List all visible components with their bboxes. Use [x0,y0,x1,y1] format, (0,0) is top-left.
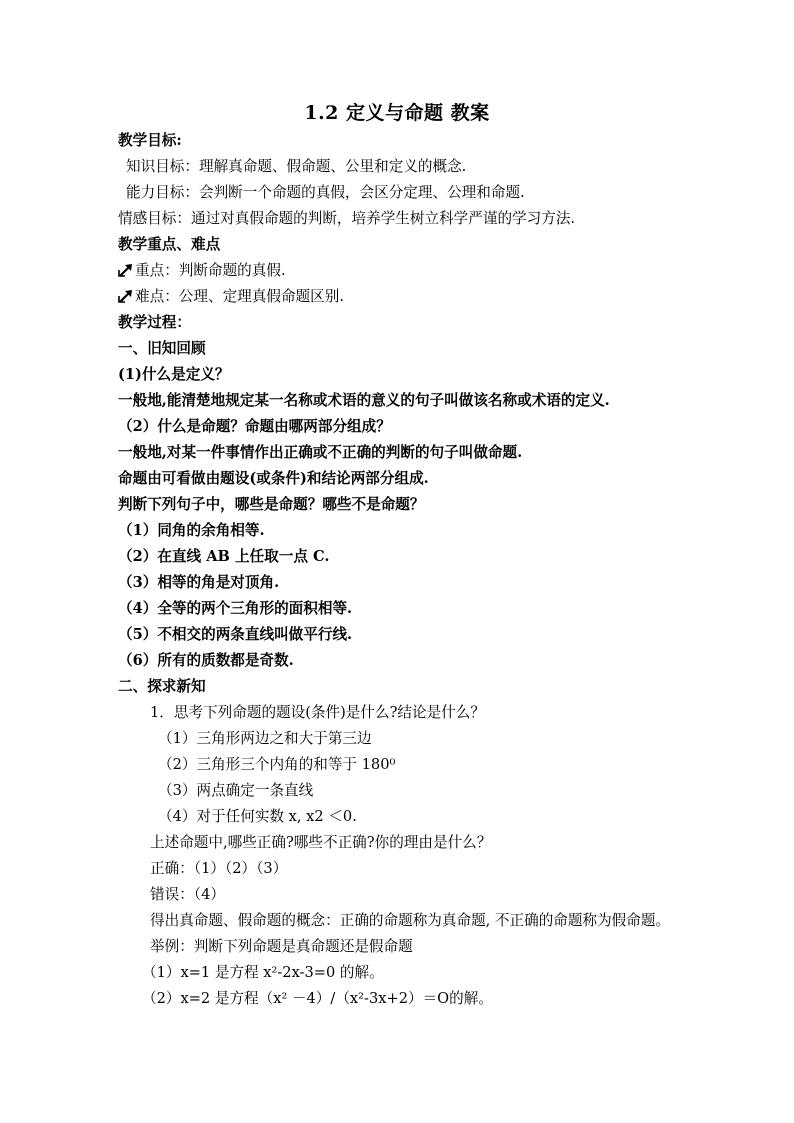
judge-prompt: 判断下列句子中，哪些是命题？哪些不是命题？ [118,496,425,513]
list-item: （5）不相交的两条直线叫做平行线. [118,626,353,643]
question-definition: (1)什么是定义？ [118,366,230,383]
list-item: （1）同角的余角相等. [118,522,265,539]
goal-knowledge: 知识目标：理解真命题、假命题、公里和定义的概念. [126,158,467,175]
goal-ability: 能力目标：会判断一个命题的真假，会区分定理、公理和命题. [126,184,525,201]
key-point: 重点：判断命题的真假. [135,262,286,279]
concept-statement: 得出真命题、假命题的概念：正确的命题称为真命题, 不正确的命题称为假命题。 [150,912,671,929]
difficult-point-row [118,287,344,307]
think-prompt: 1．思考下列命题的题设(条件)是什么?结论是什么？ [150,704,485,721]
correct-answer: 正确：（1）（2）（3） [150,860,288,877]
proposition-item: （4）对于任何实数 x, x2 ＜0. [158,808,357,825]
list-item: （6）所有的质数都是奇数. [118,652,294,669]
proposition-item: （3）两点确定一条直线 [158,782,314,799]
answer-proposition: 一般地,对某一件事情作出正确或不正确的判断的句子叫做命题. [118,444,523,461]
goals-heading: 教学目标: [118,132,182,149]
example-1: （1）x=1 是方程 x²-2x-3=0 的解。 [142,964,384,981]
proposition-parts: 命题由可看做由题设(或条件)和结论两部分组成. [118,470,429,487]
proposition-item: （1）三角形两边之和大于第三边 [158,730,372,747]
wrong-answer: 错误：（4） [150,886,225,903]
question-proposition: （2）什么是命题？命题由哪两部分组成？ [118,418,391,435]
example-2: （2）x=2 是方程（x² －4）/（x²-3x+2）＝O的解。 [142,990,493,1007]
section2-heading: 二、探求新知 [118,678,206,695]
list-item: （3）相等的角是对顶角. [118,574,280,591]
goal-emotion: 情感目标：通过对真假命题的判断，培养学生树立科学严谨的学习方法. [118,210,576,227]
proposition-item: （2）三角形三个内角的和等于 180⁰ [158,756,396,773]
key-heading: 教学重点、难点 [118,236,221,253]
document-title: 1.2 定义与命题 教案 [304,102,490,124]
example-prompt: 举例：判断下列命题是真命题还是假命题 [150,938,413,955]
diagonal-arrow-icon [118,263,134,277]
process-heading: 教学过程： [118,314,191,331]
key-point-row [118,261,286,281]
difficult-point: 难点：公理、定理真假命题区别. [135,288,344,305]
list-item: （2）在直线 AB 上任取一点 C. [118,548,330,565]
diagonal-arrow-icon [118,289,134,303]
which-correct-question: 上述命题中,哪些正确?哪些不正确?你的理由是什么？ [150,834,492,851]
answer-definition: 一般地,能清楚地规定某一名称或术语的意义的句子叫做该名称或术语的定义. [118,392,610,409]
section1-heading: 一、旧知回顾 [118,340,206,357]
list-item: （4）全等的两个三角形的面积相等. [118,600,353,617]
